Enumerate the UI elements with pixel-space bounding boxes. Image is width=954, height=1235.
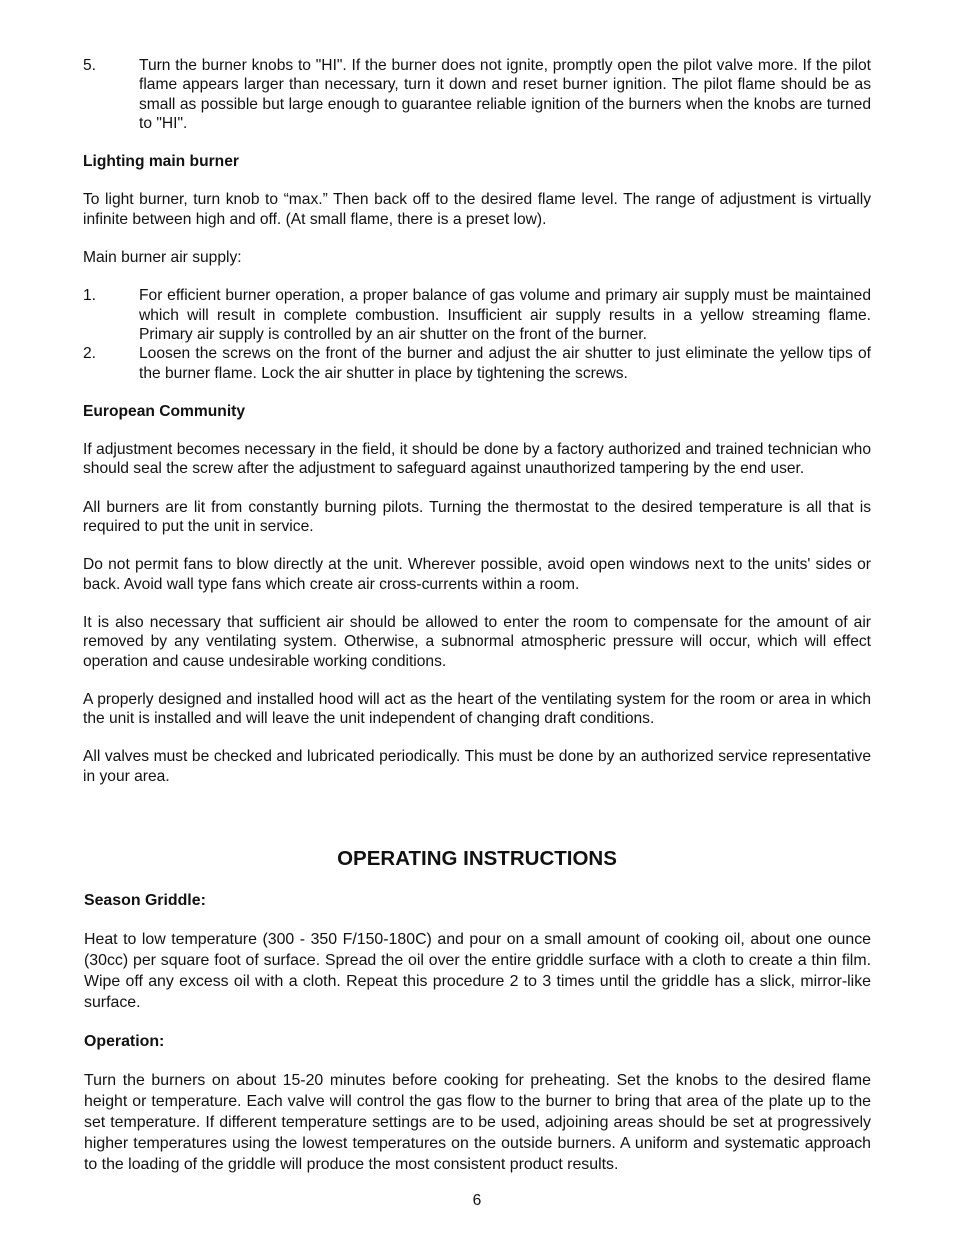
air-supply-item-2-text: Loosen the screws on the front of the burner and adjust the air shutter to just eliminate the yellow tips of the burner flame. Lock the air shutter in place by tightening the screws. <box>139 345 871 382</box>
operating-instructions-title: OPERATING INSTRUCTIONS <box>337 847 617 870</box>
european-paragraph: All burners are lit from constantly burning pilots. Turning the thermostat to the desired temperature is all that is required to put the unit in service. <box>83 498 871 536</box>
european-paragraph: If adjustment becomes necessary in the field, it should be done by a factory authorized and trained technician who should seal the screw after the adjustment to safeguard against unauthorized tampering by the end user. <box>83 441 871 478</box>
step-5-text: Turn the burner knobs to "HI". If the burner does not ignite, promptly open the pilot valve more. If the pilot flame appears larger than necessary, turn it down and reset burner ignition. The pilot flame should be as small as possible but large enough to guarantee reliable ignition of the burners when the knobs are turned to "HI". <box>139 57 871 132</box>
page-number: 6 <box>472 1192 482 1209</box>
air-supply-item-1-number: 1. <box>83 287 97 305</box>
european-paragraph: Do not permit fans to blow directly at the unit. Wherever possible, avoid open windows next to the units' sides or back. Avoid wall type fans which create air cross-currents within a room. <box>83 556 871 593</box>
air-supply-item-2 <box>83 344 871 383</box>
operation-text: Turn the burners on about 15-20 minutes before cooking for preheating. Set the knobs to the desired flame height or temperature. Each valve will control the gas flow to the burner to bring that area of the plate up to the set temperature. If different temperature settings are to be used, adjoining areas should be set at progressively higher temperatures using the lowest temperatures on the outside burners. A uniform and systematic approach to the loading of the griddle will produce the most consistent product results. <box>84 1072 871 1173</box>
operating-section <box>84 890 871 1175</box>
lighting-heading: Lighting main burner <box>83 153 239 171</box>
european-paragraph: A properly designed and installed hood will act as the heart of the ventilating system for the room or area in which the unit is installed and will leave the unit independent of changing draft conditions. <box>83 690 871 728</box>
lighting-text: To light burner, turn knob to “max.” Then back off to the desired flame level. The range of adjustment is virtually infinite between high and off. (At small flame, there is a preset low). <box>83 191 871 228</box>
air-supply-item-1-text: For efficient burner operation, a proper balance of gas volume and primary air supply must be maintained which will result in complete combustion. Insufficient air supply results in a yellow streaming flame. Primary air supply is controlled by an air shutter on the front of the burner. <box>139 287 871 343</box>
air-supply-item-2-number: 2. <box>83 345 97 363</box>
season-griddle-text: Heat to low temperature (300 - 350 F/150-180C) and pour on a small amount of cooking oil, about one ounce (30cc) per square foot of surface. Spread the oil over the entire griddle surface with a cloth to create a thin film. Wipe off any excess oil with a cloth. Repeat this procedure 2 to 3 times until the griddle has a slick, mirror-like surface. <box>84 931 871 1011</box>
european-paragraph: All valves must be checked and lubricated periodically. This must be done by an authorized service representative in your area. <box>83 748 871 785</box>
step-5 <box>83 56 871 133</box>
air-supply-label: Main burner air supply: <box>83 249 242 267</box>
european-paragraph: It is also necessary that sufficient air should be allowed to enter the room to compensate for the amount of air removed by any ventilating system. Otherwise, a subnormal atmospheric pressure will occur, which will effect operation and cause undesirable working conditions. <box>83 613 871 670</box>
document-body <box>83 56 871 786</box>
step-5-number: 5. <box>83 57 97 74</box>
air-supply-item-1 <box>83 286 871 344</box>
season-griddle-heading: Season Griddle: <box>84 892 206 909</box>
operation-heading: Operation: <box>84 1033 165 1050</box>
european-heading: European Community <box>83 402 246 420</box>
